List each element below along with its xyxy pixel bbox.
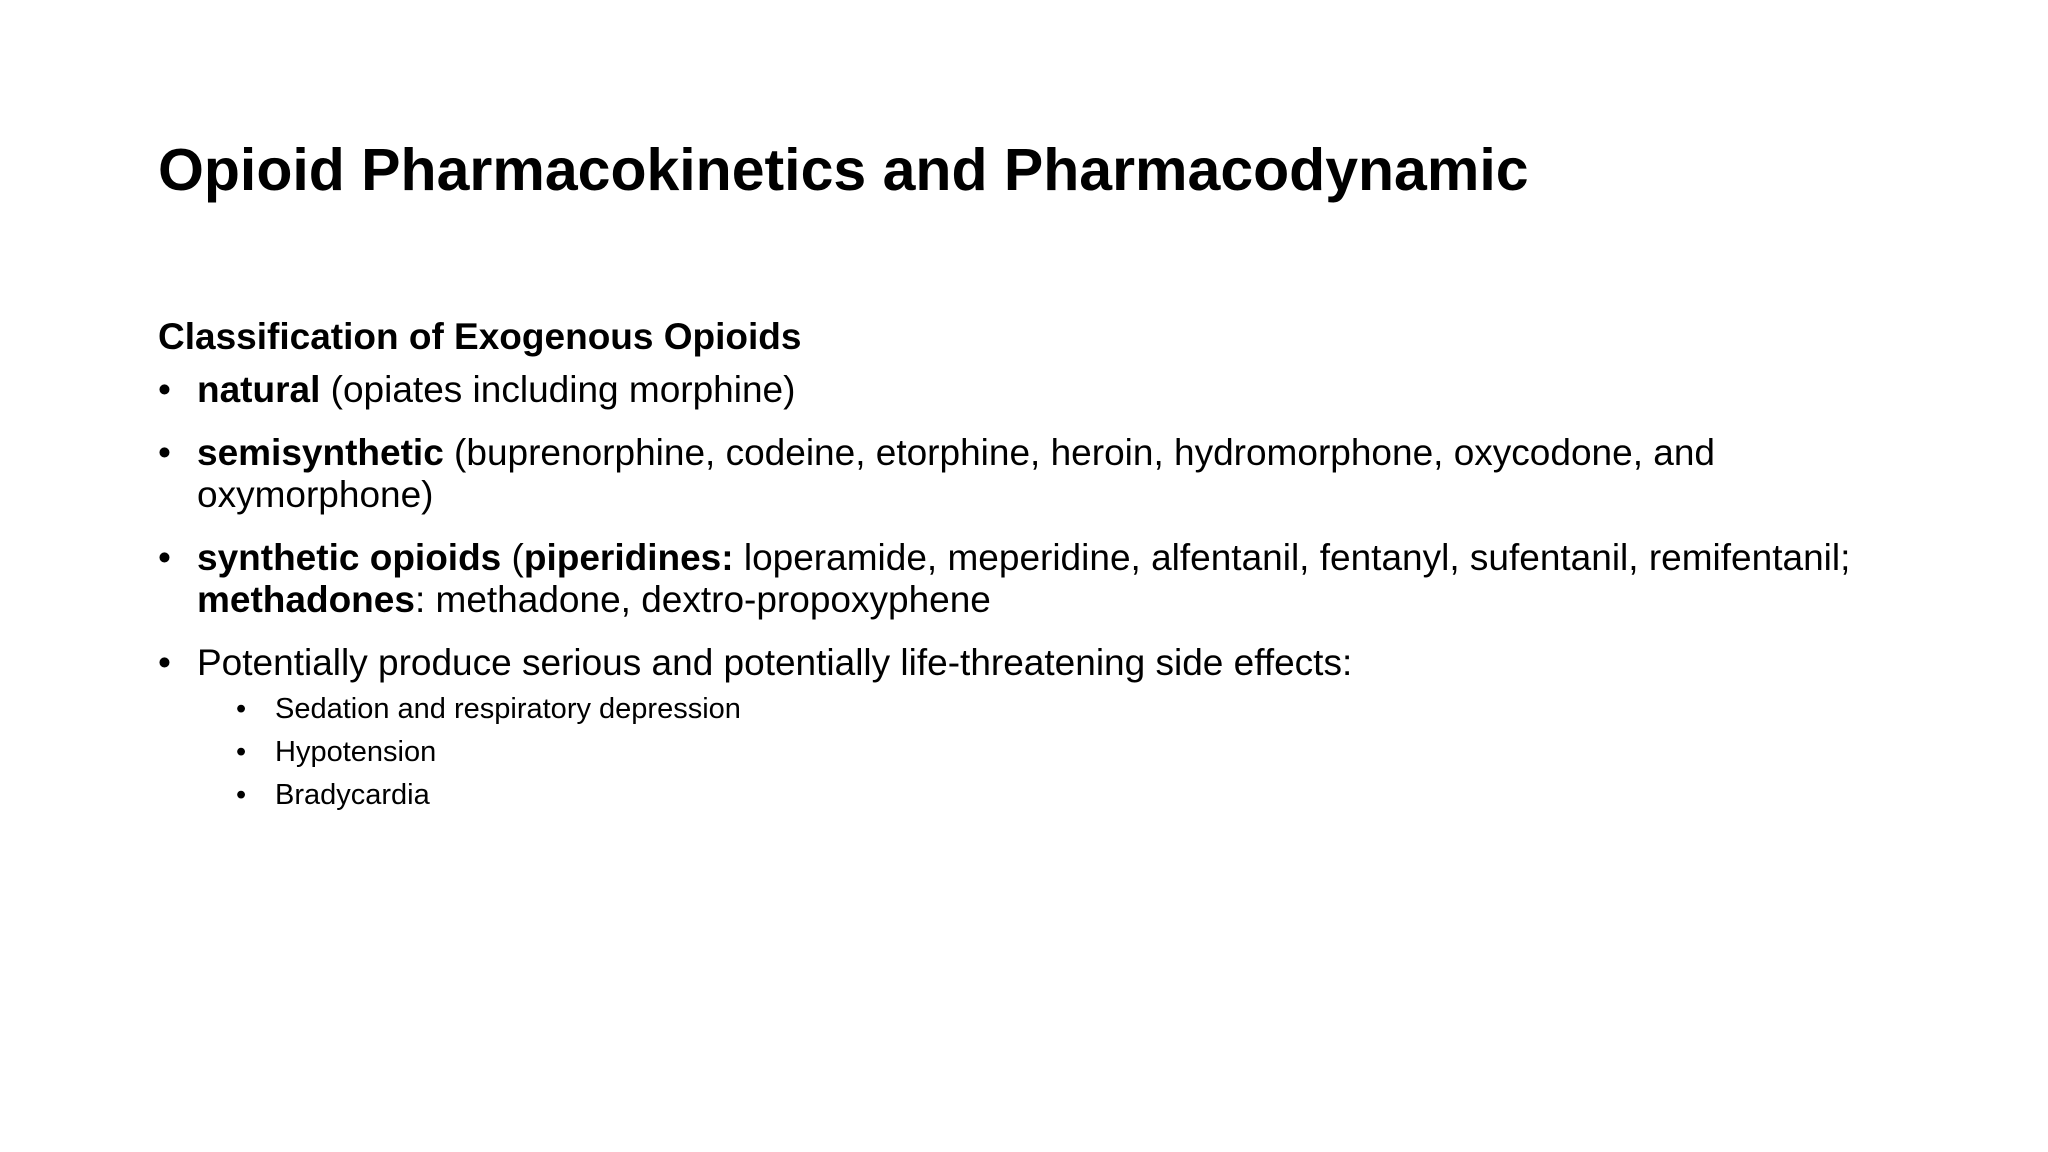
side-effect-label: Sedation and respiratory depression bbox=[275, 693, 741, 725]
term-semisynthetic: semisynthetic bbox=[197, 432, 444, 473]
description-piperidines: loperamide, meperidine, alfentanil, fentanyl, sufentanil, remifentanil; bbox=[733, 537, 1851, 578]
description-methadones: : methadone, dextro-propoxyphene bbox=[414, 579, 991, 620]
term-natural: natural bbox=[197, 369, 321, 410]
list-item-natural bbox=[158, 369, 1858, 411]
bullet-icon: • bbox=[158, 369, 171, 410]
list-item-synthetic bbox=[158, 537, 1858, 621]
side-effects-text: Potentially produce serious and potentially life-threatening side effects: bbox=[197, 642, 1353, 683]
bullet-icon: • bbox=[236, 779, 247, 811]
bullet-icon: • bbox=[158, 642, 171, 683]
description-semisynthetic: (buprenorphine, codeine, etorphine, heroin, hydromorphone, oxycodone, and oxymorphone) bbox=[197, 432, 1715, 515]
bullet-icon: • bbox=[236, 736, 247, 768]
term-synthetic: synthetic opioids bbox=[197, 537, 502, 578]
section-heading: Classification of Exogenous Opioids bbox=[158, 316, 802, 357]
sub-list-item bbox=[236, 688, 1858, 731]
description-natural: (opiates including morphine) bbox=[320, 369, 796, 410]
bullet-list bbox=[158, 369, 1858, 817]
list-item-semisynthetic bbox=[158, 432, 1858, 516]
side-effects-list bbox=[197, 688, 1858, 817]
sub-list-item bbox=[236, 731, 1858, 774]
term-methadones: methadones bbox=[197, 579, 415, 620]
slide-body bbox=[158, 313, 1858, 838]
side-effect-label: Bradycardia bbox=[275, 779, 430, 811]
bullet-icon: • bbox=[158, 537, 171, 578]
paren-open: ( bbox=[501, 537, 524, 578]
sub-list-item bbox=[236, 774, 1858, 817]
side-effect-label: Hypotension bbox=[275, 736, 437, 768]
term-piperidines: piperidines: bbox=[523, 537, 734, 578]
list-item-side-effects bbox=[158, 642, 1858, 817]
slide-title: Opioid Pharmacokinetics and Pharmacodynamic bbox=[158, 137, 1529, 203]
bullet-icon: • bbox=[158, 432, 171, 473]
bullet-icon: • bbox=[236, 693, 247, 725]
